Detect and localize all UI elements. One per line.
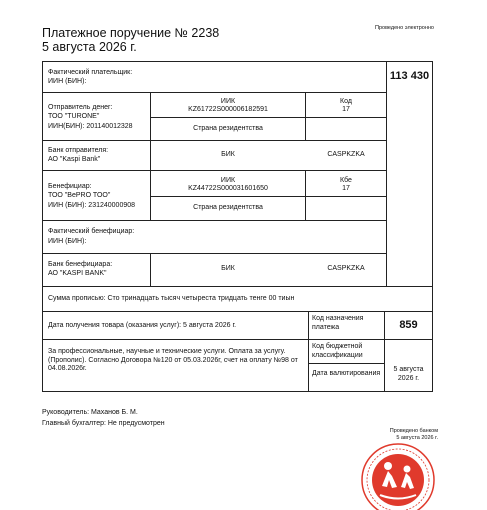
beneficiary-iik: KZ44722S000031601650 xyxy=(188,185,268,192)
electronic-note: Проведено электронно xyxy=(375,25,434,31)
payment-amount: 113 430 xyxy=(389,70,430,82)
sender-bank-name: АО "Kaspi Bank" xyxy=(48,156,101,163)
sender-iik: KZ61722S000006182591 xyxy=(188,106,268,113)
bank-processed-label: Проведено банком xyxy=(389,428,438,434)
receipt-date: Дата получения товара (оказания услуг): 5 августа 2026 г. xyxy=(48,322,237,329)
sender-bik-label: БИК xyxy=(221,151,235,158)
beneficiary-iin: ИИН (БИН): 231240000908 xyxy=(48,202,136,209)
sender-name: ТОО "TURONE" xyxy=(48,113,100,120)
document-date: 5 августа 2026 г. xyxy=(42,40,137,54)
beneficiary-iik-label: ИИК xyxy=(220,177,236,184)
beneficiary-name: ТОО "BePRO TOO" xyxy=(48,192,111,199)
bank-processed-date: 5 августа 2026 г. xyxy=(396,435,438,441)
sender-iin: ИИН(БИН): 201140012328 xyxy=(48,123,133,130)
beneficiary-bik: CASPKZKA xyxy=(327,265,365,272)
amount-in-words: Сумма прописью: Сто тринадцать тысяч четыреста тридцать тенге 00 тиын xyxy=(48,295,295,302)
actual-payer-label: Фактический плательщик: xyxy=(48,69,133,76)
value-date: 5 августа 2026 г. xyxy=(393,366,424,382)
accountant-signature: Главный бухгалтер: Не предусмотрен xyxy=(42,420,165,427)
sender-kod: 17 xyxy=(342,106,350,113)
actual-payer-iin: ИИН (БИН): xyxy=(48,78,87,85)
payment-purpose: За профессиональные, научные и технические услуги. Оплата за услугу. (Прополис). Согласно Договора №120 от 05.03.2026г, счет на оплату №98 от 04.08.2026г. xyxy=(48,348,298,372)
knp-label: Код назначения платежа xyxy=(312,315,364,331)
beneficiary-kbe-label: Кбе xyxy=(340,177,352,184)
sender-kod-label: Код xyxy=(340,98,352,105)
beneficiary-bik-label: БИК xyxy=(221,265,235,272)
beneficiary-kbe: 17 xyxy=(342,185,350,192)
sender-iik-label: ИИК xyxy=(220,98,236,105)
sender-residency: Страна резидентства xyxy=(193,125,263,132)
sender-bank-label: Банк отправителя: xyxy=(48,147,109,154)
kbk-label: Код бюджетной классификации xyxy=(312,343,363,359)
document-title: Платежное поручение № 2238 xyxy=(42,26,220,40)
director-signature: Руководитель: Маханов Б. М. xyxy=(42,409,138,416)
value-date-label: Дата валютирования xyxy=(312,370,381,377)
beneficiary-residency: Страна резидентства xyxy=(193,204,263,211)
beneficiary-bank-label: Банк бенефициара: xyxy=(48,261,113,268)
sender-label: Отправитель денег: xyxy=(48,104,113,111)
actual-beneficiary-iin: ИИН (БИН): xyxy=(48,238,87,245)
knp-value: 859 xyxy=(399,319,418,331)
beneficiary-bank-name: АО "KASPI BANK" xyxy=(48,270,107,277)
actual-beneficiary-label: Фактический бенефициар: xyxy=(48,228,135,235)
beneficiary-label: Бенефициар: xyxy=(48,183,92,190)
sender-bik: CASPKZKA xyxy=(327,151,365,158)
